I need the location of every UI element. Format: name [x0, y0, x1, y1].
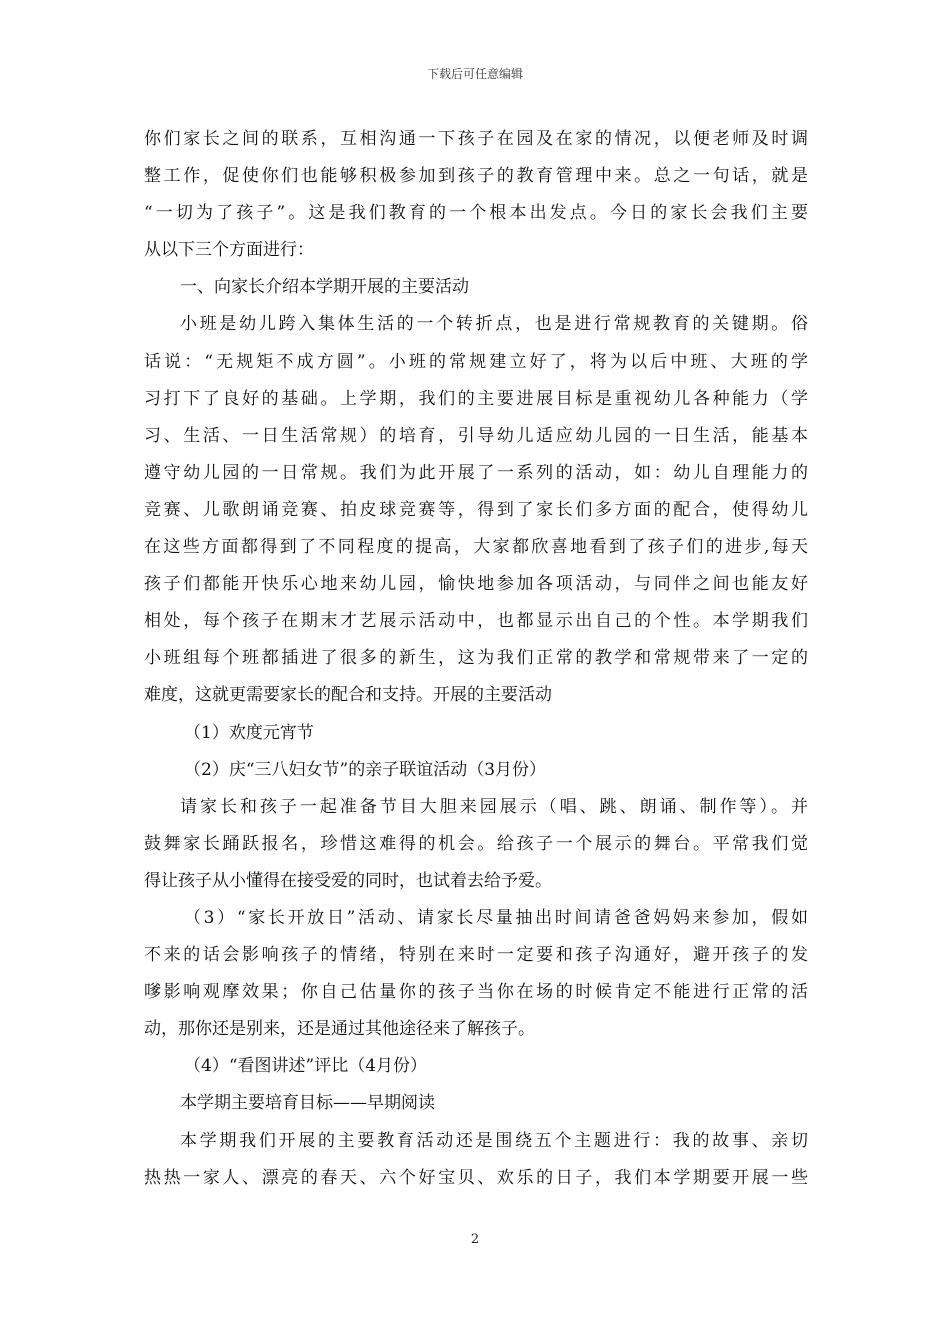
- list-item: （2）庆“三八妇女节”的亲子联谊活动（3月份）: [184, 759, 547, 780]
- text-line: 孩子们都能开快乐心地来幼儿园，愉快地参加各项活动，与同伴之间也能友好: [144, 574, 808, 595]
- text-line: 本学期我们开展的主要教育活动还是围绕五个主题进行：我的故事、亲切: [180, 1130, 808, 1151]
- text-line: 从以下三个方面进行：: [144, 240, 314, 261]
- list-item: （1）欢度元宵节: [184, 722, 314, 743]
- text-line: 你们家长之间的联系，互相沟通一下孩子在园及在家的情况，以便老师及时调: [144, 129, 808, 149]
- text-line: 动，那你还是别来，还是通过其他途径来了解孩子。: [144, 1019, 535, 1040]
- text-line: 请家长和孩子一起准备节目大胆来园展示（唱、跳、朗诵、制作等）。并: [180, 796, 808, 817]
- section-heading: 本学期主要培育目标——早期阅读: [180, 1093, 435, 1114]
- text-line: 遵守幼儿园的一日常规。我们为此开展了一系列的活动，如：幼儿自理能力的: [144, 462, 808, 483]
- text-line: 得让孩子从小懂得在接受爱的同时，也试着去给予爱。: [144, 870, 552, 891]
- list-item: （4）“看图讲述”评比（4月份）: [184, 1056, 428, 1077]
- text-line: 习、生活、一日生活常规）的培育，引导幼儿适应幼儿园的一日生活，能基本: [144, 425, 808, 446]
- text-line: 小班是幼儿跨入集体生活的一个转折点，也是进行常规教育的关键期。俗: [180, 314, 808, 335]
- text-line: 热热一家人、漂亮的春天、六个好宝贝、欢乐的日子，我们本学期要开展一些: [144, 1167, 808, 1188]
- section-heading: 一、向家长介绍本学期开展的主要活动: [180, 277, 469, 298]
- text-line: 不来的话会影响孩子的情绪，特别在来时一定要和孩子沟通好，避开孩子的发: [144, 945, 808, 966]
- text-line: 相处，每个孩子在期末才艺展示活动中，也都显示出自己的个性。本学期我们: [144, 611, 808, 632]
- text-line: 嗲影响观摩效果；你自己估量你的孩子当你在场的时候肯定不能进行正常的活: [144, 982, 808, 1003]
- text-line: 难度，这就更需要家长的配合和支持。开展的主要活动: [144, 685, 552, 706]
- page-number: 2: [470, 1232, 480, 1247]
- text-line: 习打下了良好的基础。上学期，我们的主要进展目标是重视幼儿各种能力（学: [144, 388, 808, 409]
- document-body: [144, 121, 808, 1197]
- text-line: 话说：“无规矩不成方圆”。小班的常规建立好了，将为以后中班、大班的学: [144, 351, 808, 372]
- text-line: 鼓舞家长踊跃报名，珍惜这难得的机会。给孩子一个展示的舞台。平常我们觉: [144, 833, 808, 854]
- text-line: 竞赛、儿歌朗诵竞赛、拍皮球竞赛等，得到了家长们多方面的配合，使得幼儿: [144, 499, 808, 520]
- text-line: 在这些方面都得到了不同程度的提高，大家都欣喜地看到了孩子们的进步,每天: [144, 537, 808, 558]
- text-line: 小班组每个班都插进了很多的新生，这为我们正常的教学和常规带来了一定的: [144, 648, 808, 669]
- page-header: 下载后可任意编辑: [426, 67, 523, 81]
- list-item: （3）“家长开放日”活动、请家长尽量抽出时间请爸爸妈妈来参加，假如: [184, 907, 808, 928]
- text-line: “一切为了孩子”。这是我们教育的一个根本出发点。今日的家长会我们主要: [144, 203, 808, 224]
- text-line: 整工作，促使你们也能够积极参加到孩子的教育管理中来。总之一句话，就是: [144, 166, 808, 187]
